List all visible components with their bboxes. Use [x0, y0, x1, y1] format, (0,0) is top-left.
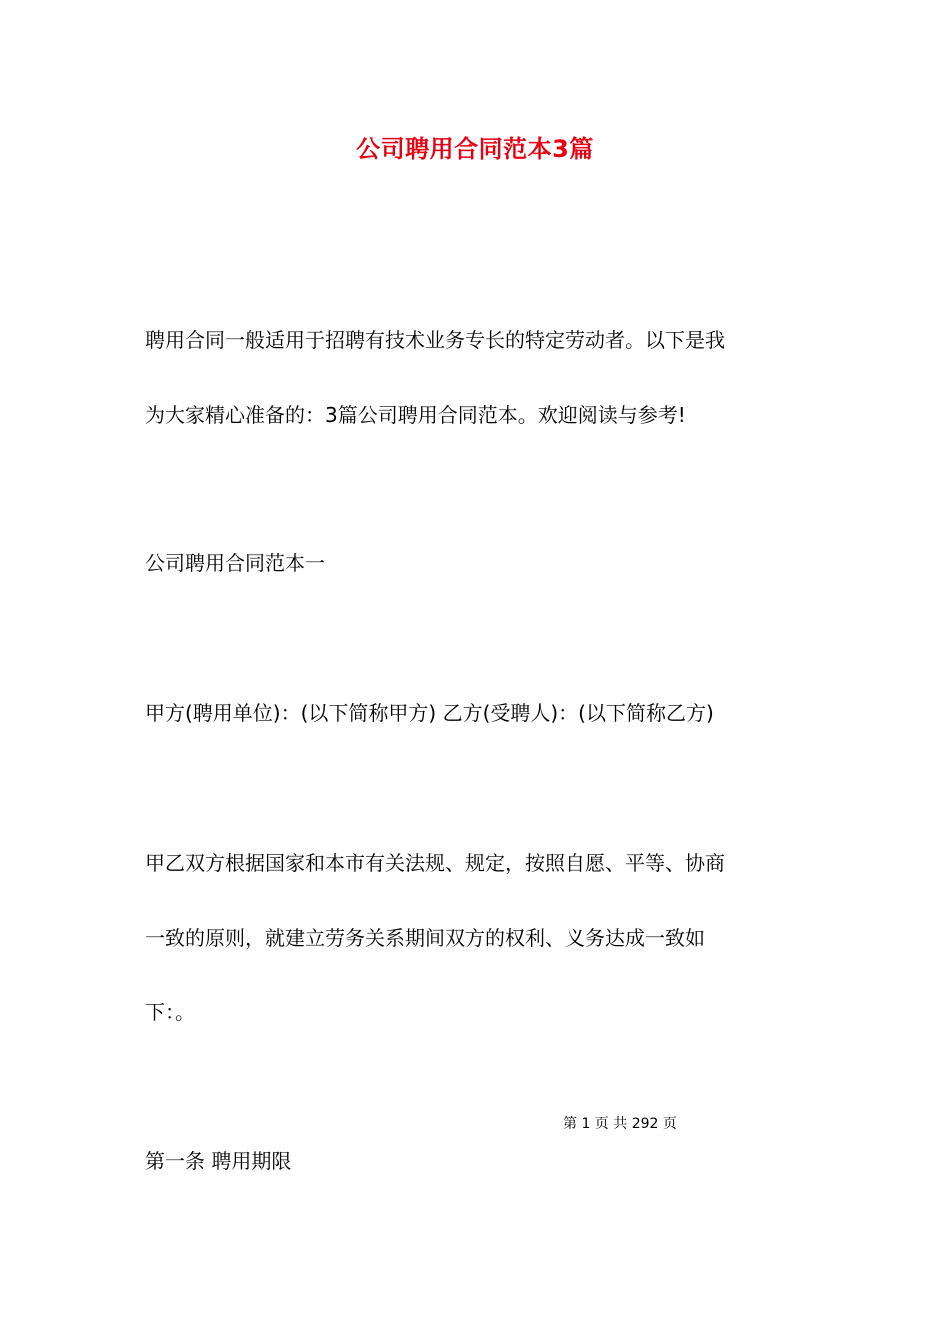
principle-paragraph-line-2: 一致的原则，就建立劳务关系期间双方的权利、义务达成一致如	[145, 926, 705, 950]
section-heading: 公司聘用合同范本一	[145, 551, 325, 575]
intro-paragraph-line-2: 为大家精心准备的：3篇公司聘用合同范本。欢迎阅读与参考!	[145, 403, 686, 427]
intro-paragraph-line-1: 聘用合同一般适用于招聘有技术业务专长的特定劳动者。以下是我	[145, 328, 725, 352]
principle-paragraph-line-1: 甲乙双方根据国家和本市有关法规、规定，按照自愿、平等、协商	[145, 851, 725, 875]
parties-line: 甲方(聘用单位)：(以下简称甲方) 乙方(受聘人)：(以下简称乙方)	[145, 701, 714, 725]
document-title: 公司聘用合同范本3篇	[356, 135, 594, 163]
article-1-heading: 第一条 聘用期限	[145, 1149, 292, 1173]
principle-paragraph-line-3: 下：。	[145, 1000, 195, 1024]
page-number: 第 1 页 共 292 页	[563, 1116, 677, 1132]
